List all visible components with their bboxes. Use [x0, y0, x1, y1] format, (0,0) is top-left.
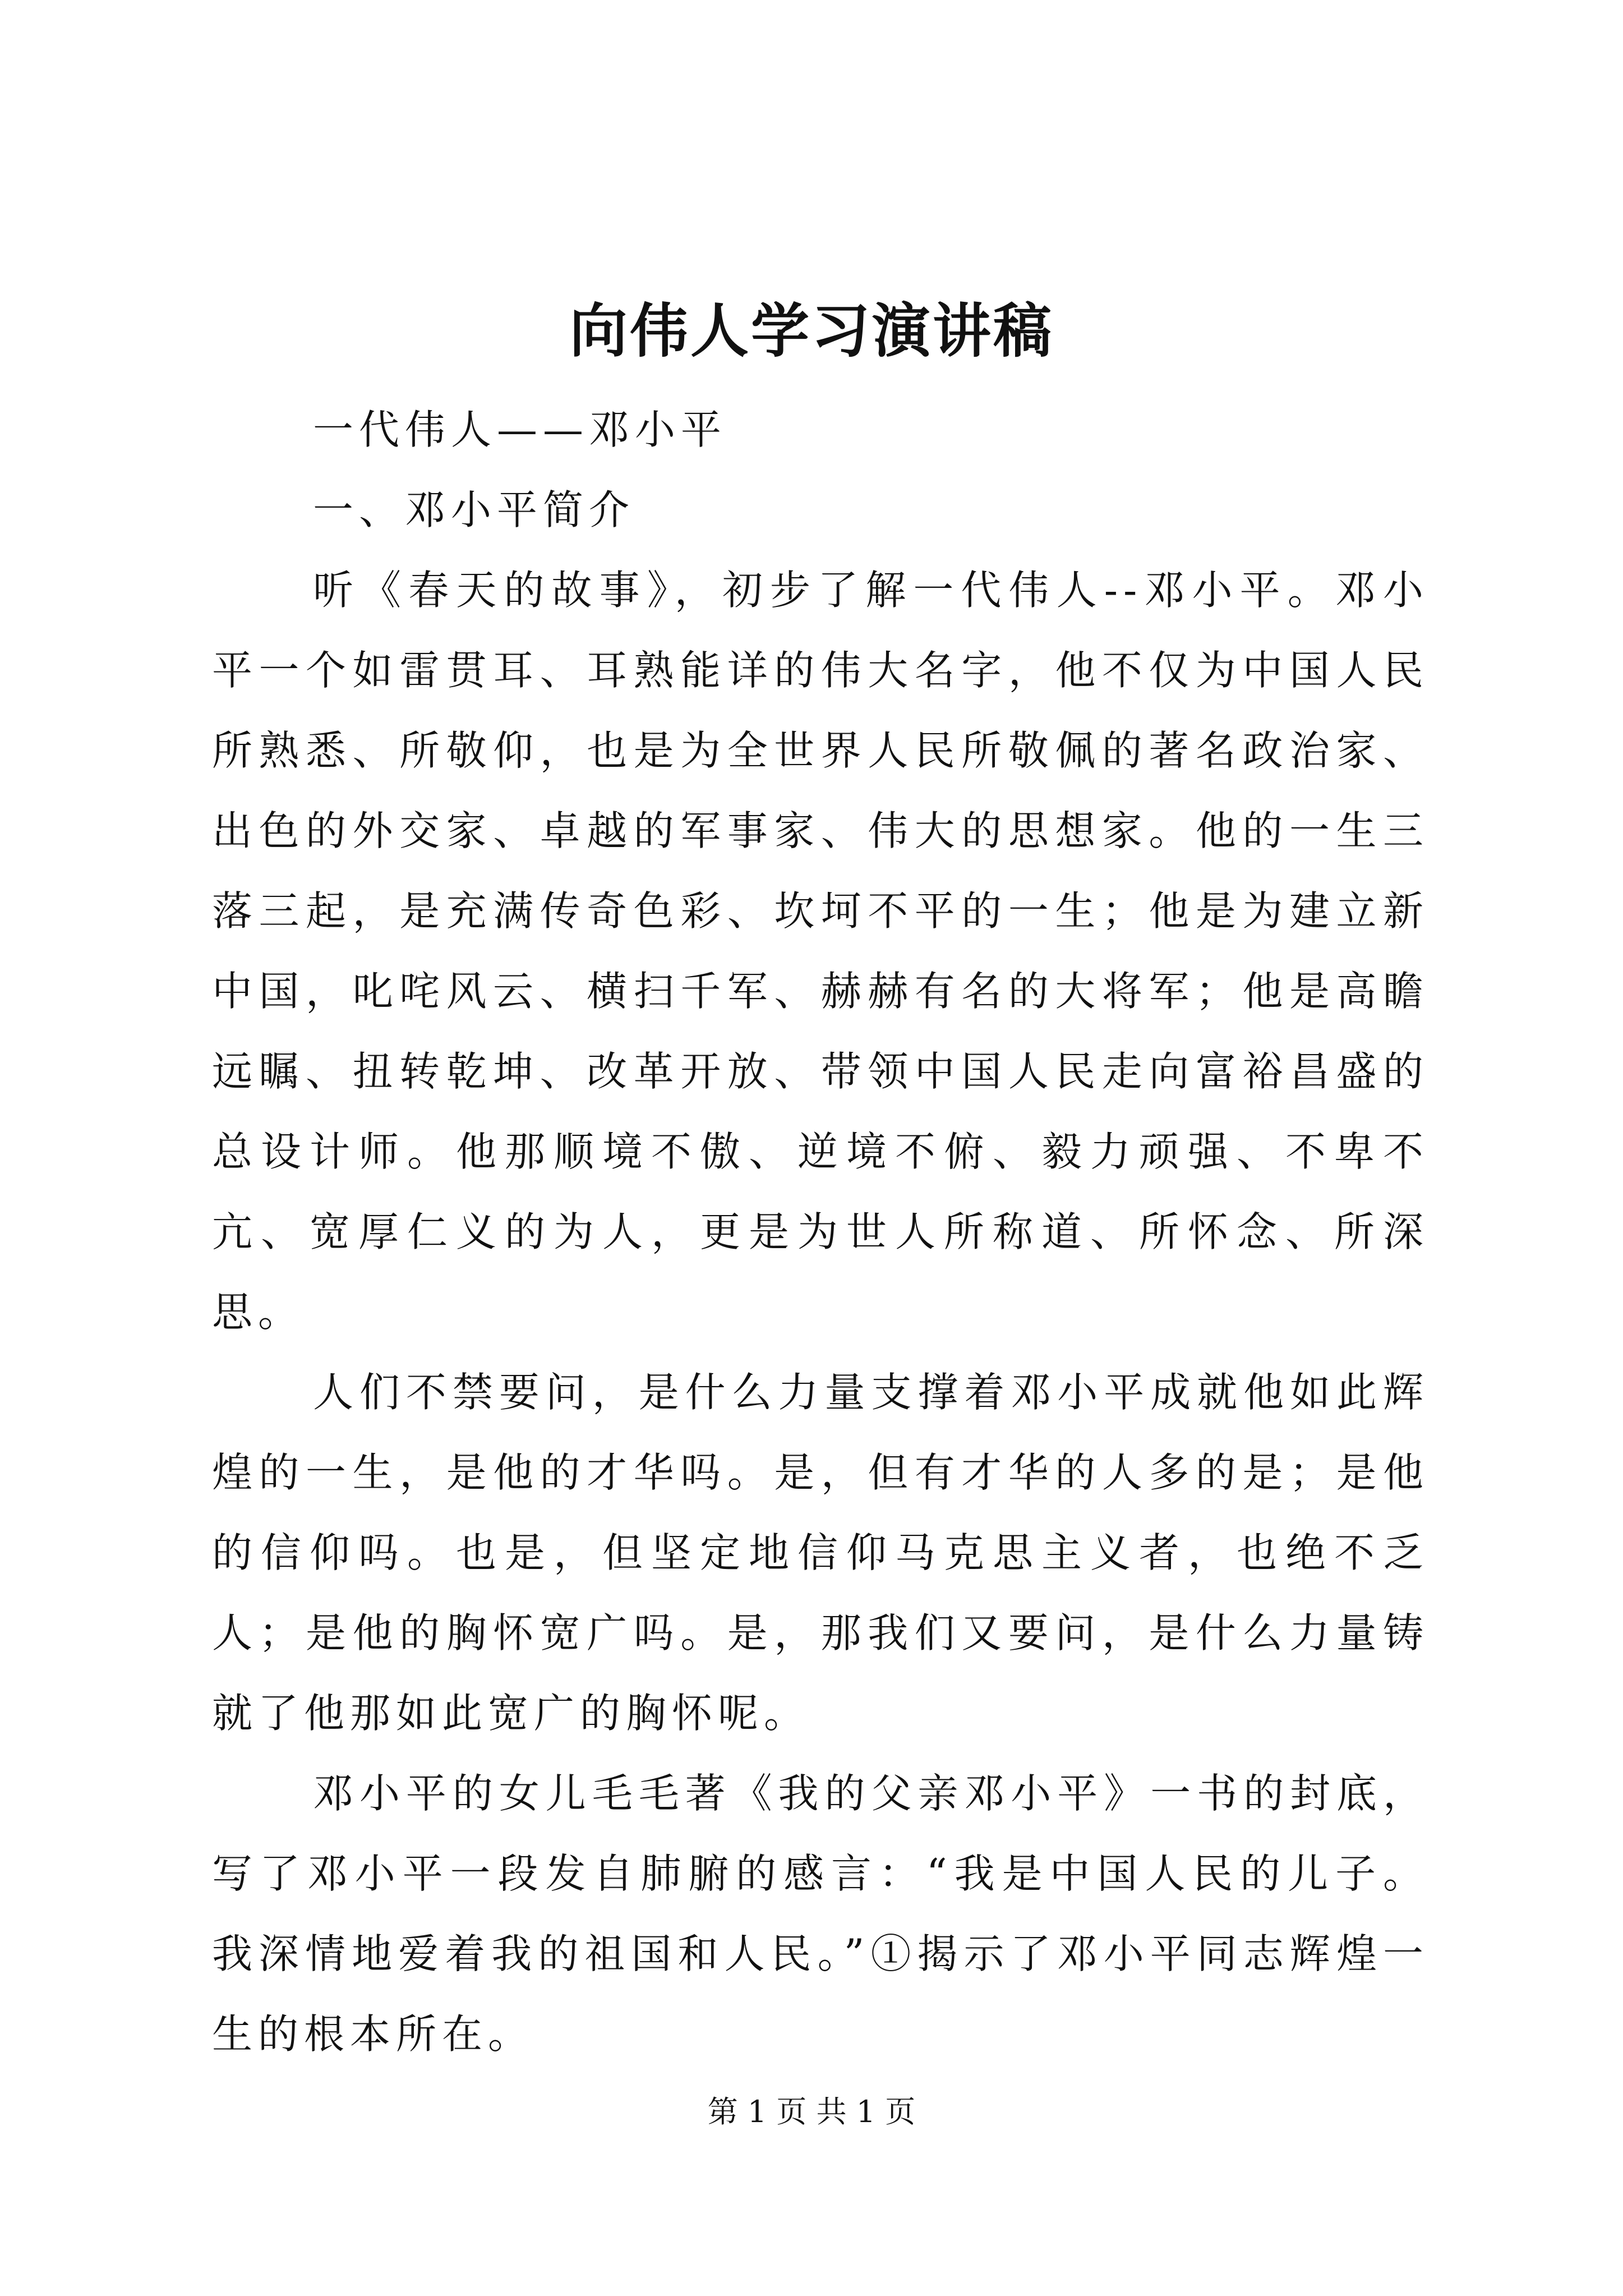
document-title: 向伟人学习演讲稿	[569, 296, 1054, 365]
body-paragraph: 人们不禁要问，是什么力量支撑着邓小平成就他如此辉煌的一生，是他的才华吗。是，但有才华的人多的是；是他的信仰吗。也是，但坚定地信仰马克思主义者，也绝不乏人；是他的胸怀宽广吗。是，那我们又要问，是什么力量铸就了他那如此宽广的胸怀呢。	[212, 1369, 1429, 1737]
section-heading: 一、邓小平简介	[313, 486, 635, 533]
body-paragraph: 听《春天的故事》，初步了解一代伟人--邓小平。邓小平一个如雷贯耳、耳熟能详的伟大名字，他不仅为中国人民所熟悉、所敬仰，也是为全世界人民所敬佩的著名政治家、出色的外交家、卓越的军事家、伟大的思想家。他的一生三落三起，是充满传奇色彩、坎坷不平的一生；他是为建立新中国，叱咤风云、横扫千军、赫赫有名的大将军；他是高瞻远瞩、扭转乾坤、改革开放、带领中国人民走向富裕昌盛的总设计师。他那顺境不傲、逆境不俯、毅力顽强、不卑不亢、宽厚仁义的为人，更是为世人所称道、所怀念、所深思。	[212, 567, 1429, 1336]
document-body	[212, 390, 1429, 2074]
body-paragraph: 邓小平的女儿毛毛著《我的父亲邓小平》一书的封底，写了邓小平一段发自肺腑的感言：“我是中国人民的儿子。我深情地爱着我的祖国和人民。”①揭示了邓小平同志辉煌一生的根本所在。	[212, 1770, 1429, 2058]
page-number-footer: 第 1 页 共 1 页	[707, 2094, 916, 2129]
subtitle-line: 一代伟人——邓小平	[313, 406, 727, 453]
